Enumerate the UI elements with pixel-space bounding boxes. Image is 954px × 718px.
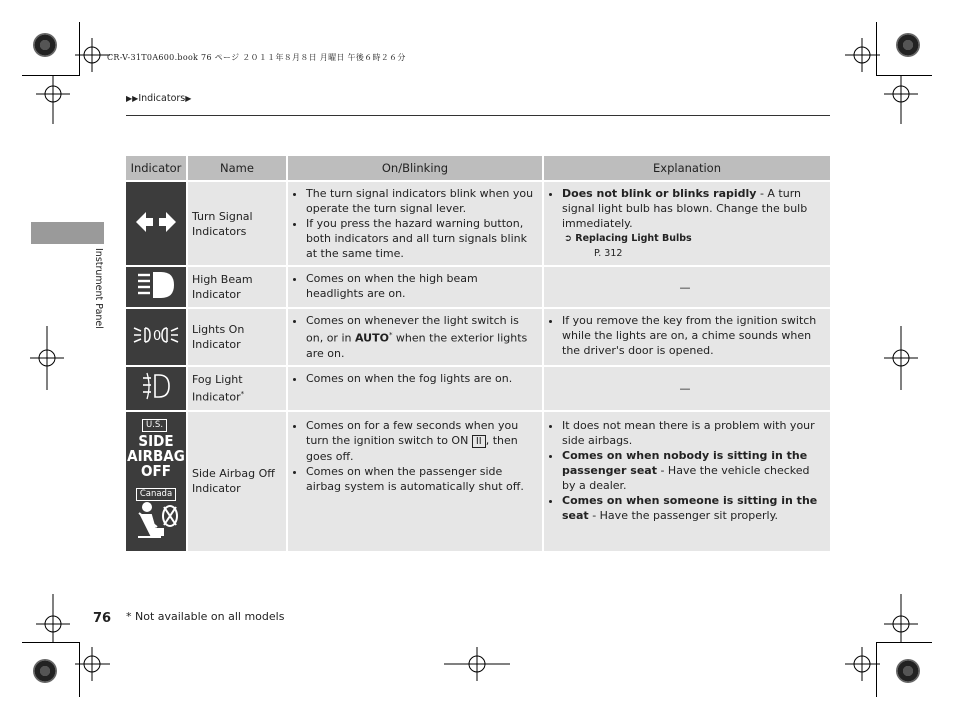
indicator-name: High Beam Indicator [188,265,288,307]
section-tab-label: Instrument Panel [93,248,104,329]
region-tag-canada: Canada [136,488,176,501]
explanation-bold: Comes on when someone is sitting in the seat [562,493,818,522]
explanation-cell [544,410,830,551]
column-header-on-blinking: On/Blinking [288,156,544,180]
ignition-position-box: II [472,435,486,448]
explanation-cell: — [544,265,830,307]
table-row [126,365,830,410]
explanation-bold: Comes on when nobody is sitting in the passenger seat [562,448,808,477]
list-item: • It does not mean there is a problem with your side airbags. [562,418,822,448]
header-rule [126,115,830,116]
explanation-text: - Have the passenger sit properly. [588,508,779,522]
seated-passenger-airbag-icon [133,501,179,543]
reference-page: P. 312 [594,248,623,259]
reference-arrow-icon: ➲ [564,233,576,244]
on-blinking-cell [288,410,544,551]
explanation-bold: Does not blink or blinks rapidly [562,187,757,200]
list-text: Comes on for a few seconds when you turn the ignition switch to ON [306,418,519,447]
list-item: • If you remove the key from the ignition switch while the lights are on, a chime sounds when the driver's door is opened. [562,313,822,358]
svg-text:0: 0 [153,328,162,344]
list-text: when the exterior lights are on. [306,331,528,360]
explanation-text: - A turn signal light bulb has blown. Change the bulb immediately. [562,187,808,230]
table-row [126,265,830,307]
turn-signal-arrows-icon [126,180,188,265]
breadcrumb-arrow-icon: ▶ [185,94,192,103]
indicator-table [126,156,830,551]
list-item: • If you press the hazard warning button, both indicators and all turn signals blink at the same time. [306,216,538,261]
fog-light-icon [126,365,188,410]
on-blinking-cell [288,307,544,365]
footnote-star: * [240,389,245,398]
section-tab [31,222,104,244]
table-row [126,410,830,551]
list-item [306,418,538,464]
explanation-cell: — [544,365,830,410]
footnote: * Not available on all models [126,610,285,623]
side-airbag-off-icon [126,410,188,551]
table-row [126,307,830,365]
airbag-text-line: SIDE [138,431,174,450]
explanation-cell [544,307,830,365]
print-header: CR-V-31T0A600.book 76 ページ ２０１１年８月８日 月曜日 午後６時２６分 [107,53,406,62]
list-item [562,493,822,523]
cross-reference-link[interactable] [564,231,822,246]
airbag-text-line: OFF [141,461,171,480]
airbag-text-line: AIRBAG [127,446,185,465]
high-beam-icon [126,265,188,307]
list-item [562,186,822,231]
on-blinking-cell [288,265,544,307]
list-item: • Comes on when the high beam headlights are on. [306,271,538,301]
lights-on-icon [126,307,188,365]
explanation-text: - Have the vehicle checked by a dealer. [562,463,810,492]
list-text: , then goes off. [306,433,518,463]
indicator-name: Lights On Indicator [188,307,288,365]
table-row [126,180,830,265]
on-blinking-cell [288,365,544,410]
list-text: Comes on whenever the light switch is on, or in [306,314,519,345]
list-item: • Comes on when the passenger side airbag system is automatically shut off. [306,464,538,494]
footnote-star: * [388,331,393,339]
breadcrumb-arrow-icon: ▶▶ [126,94,139,103]
indicator-name: Turn Signal Indicators [188,180,288,265]
list-item: • Comes on when the fog lights are on. [306,371,538,386]
column-header-indicator: Indicator [126,156,188,180]
table-header-row [126,156,830,180]
list-item: • The turn signal indicators blink when you operate the turn signal lever. [306,186,538,216]
reference-label[interactable]: Replacing Light Bulbs [575,233,692,244]
page-number: 76 [93,611,112,626]
indicator-name [188,365,288,410]
region-tag-us: U.S. [142,419,167,432]
auto-label: AUTO [354,331,389,345]
indicator-name: Side Airbag Off Indicator [188,410,288,551]
explanation-cell [544,180,830,265]
indicator-name-text: Fog Light Indicator [192,372,243,404]
breadcrumb [126,93,191,104]
column-header-name: Name [188,156,288,180]
breadcrumb-label: Indicators [138,93,186,104]
column-header-explanation: Explanation [544,156,830,180]
list-item [306,313,538,361]
list-item [562,448,822,493]
on-blinking-cell [288,180,544,265]
